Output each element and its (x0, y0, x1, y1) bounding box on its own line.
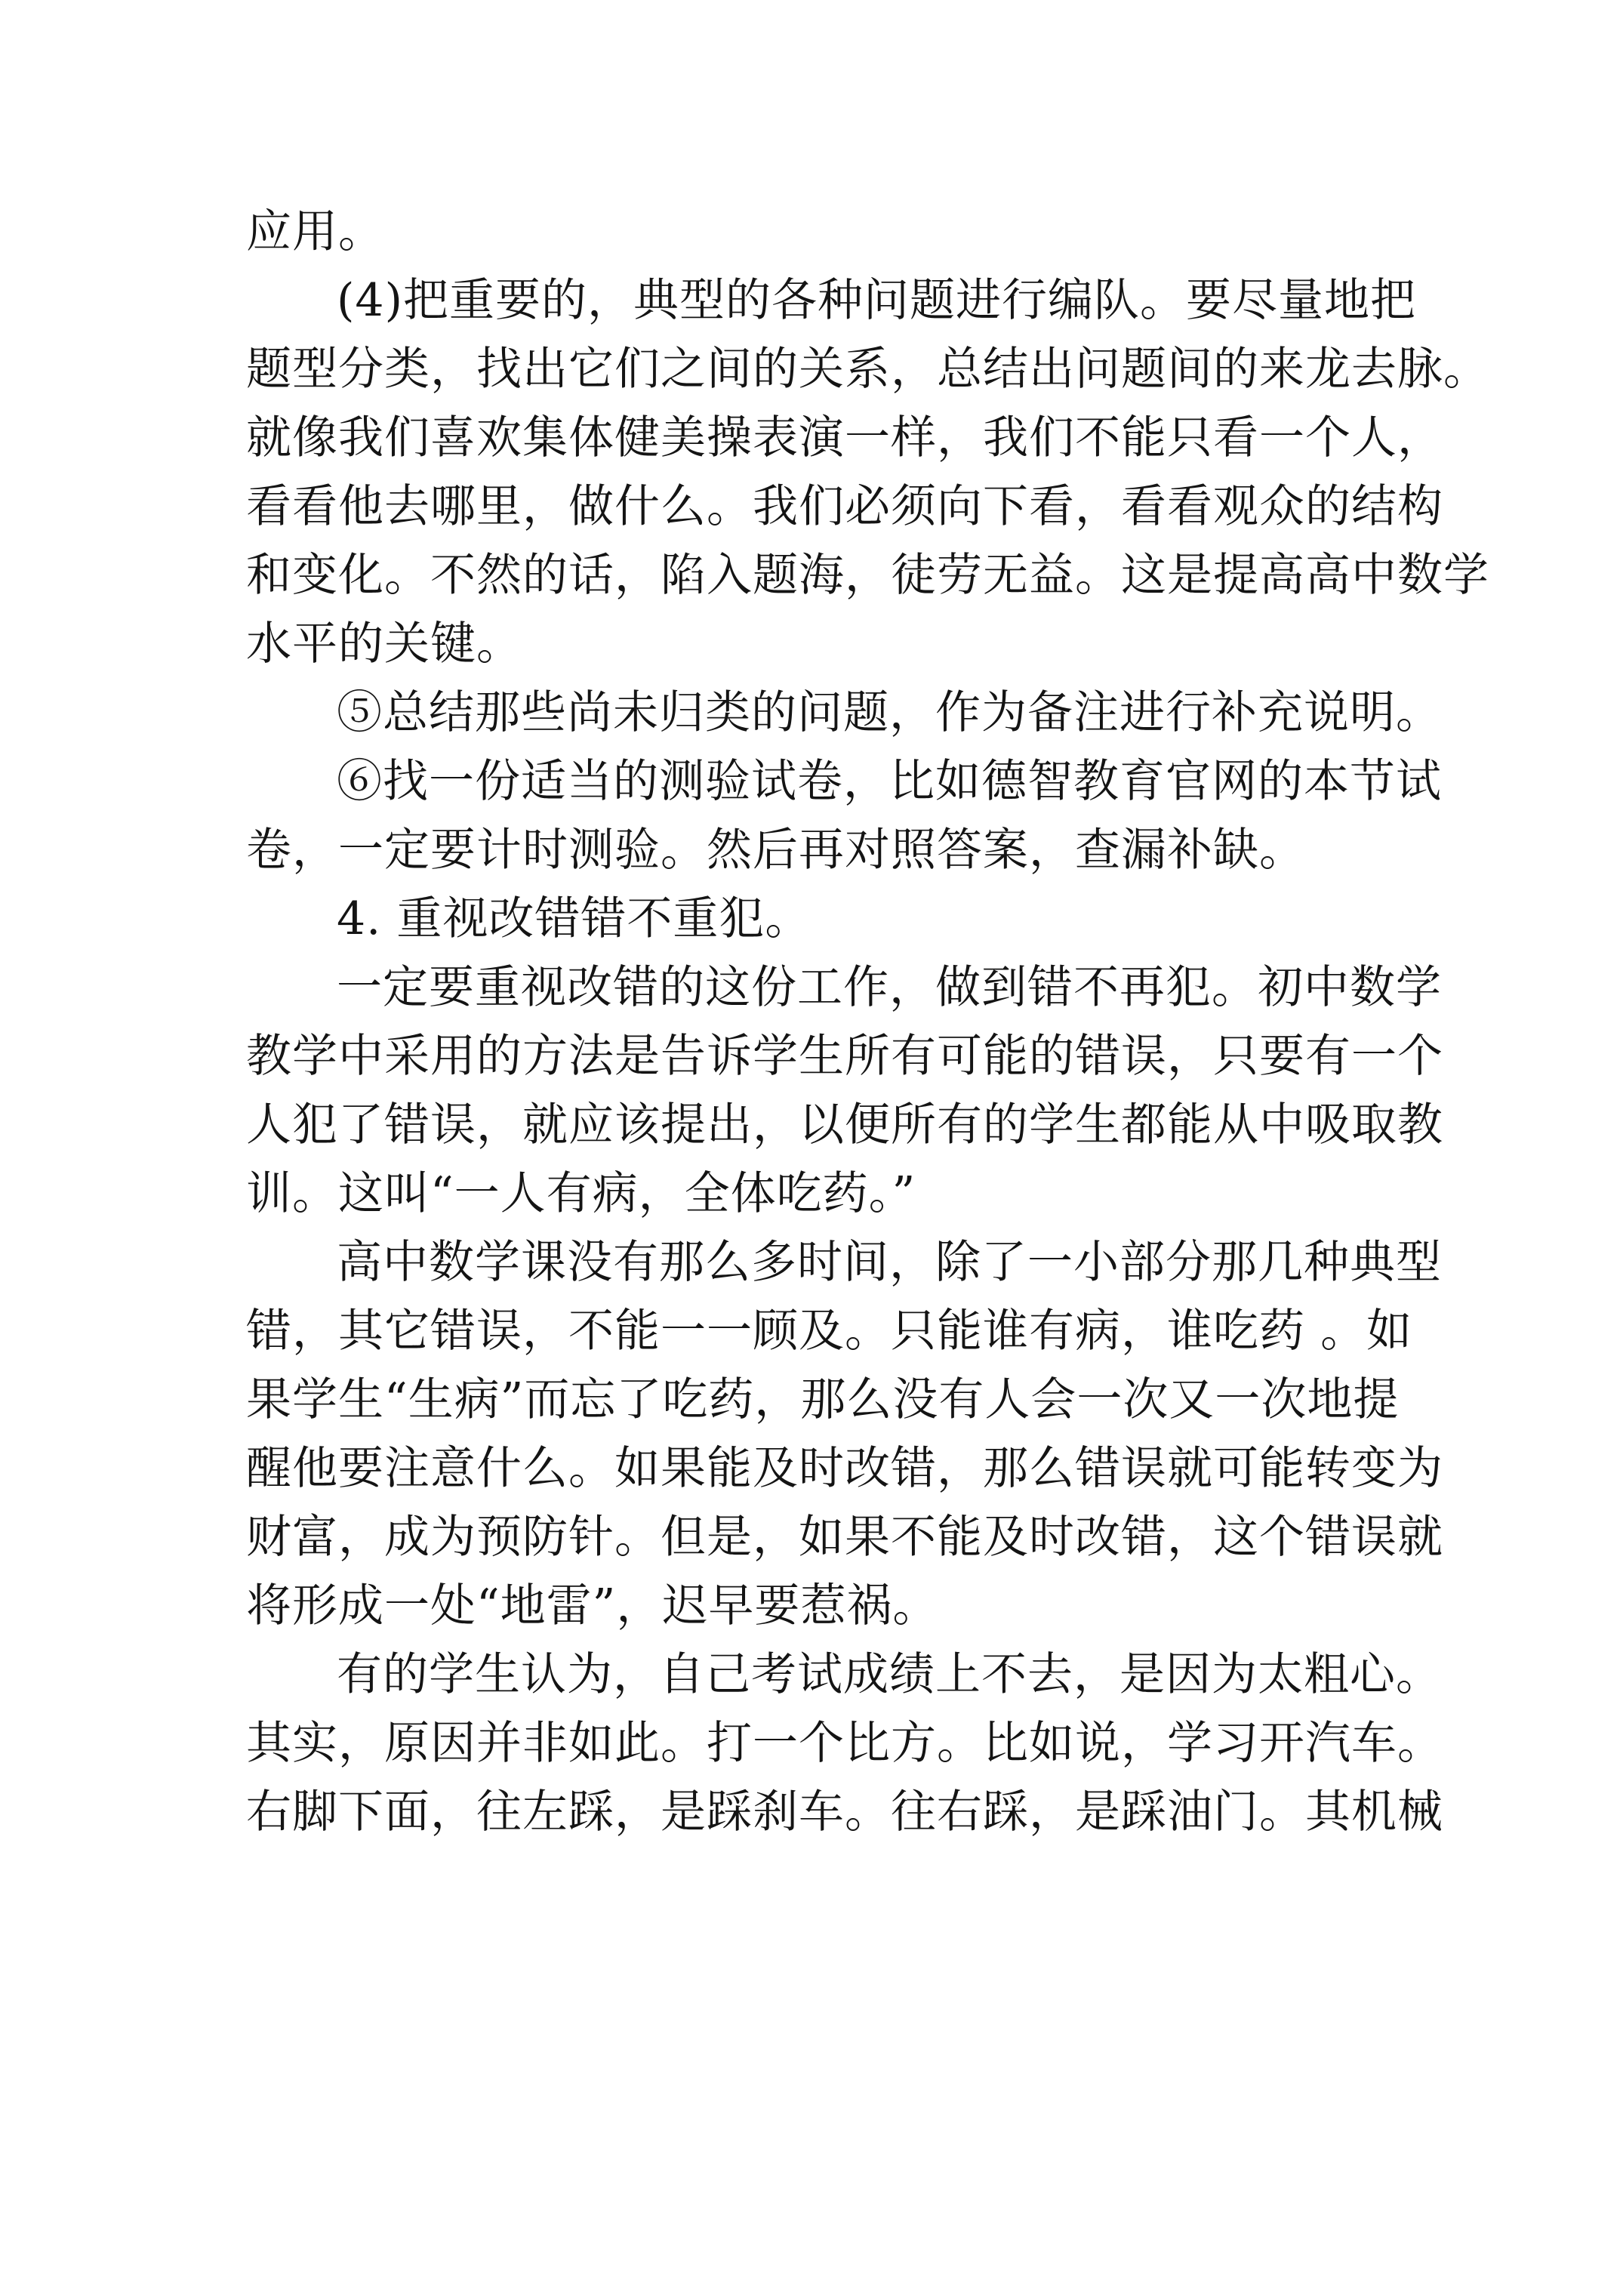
text-line: 有的学生认为，自己考试成绩上不去，是因为太粗心。 (337, 1648, 1442, 1701)
text-line: 高中数学课没有那么多时间，除了一小部分那几种典型 (337, 1236, 1442, 1289)
text-line: 错，其它错误，不能一一顾及。只能谁有病，谁吃药 。如 (246, 1305, 1413, 1358)
text-line: 其实，原因并非如此。打一个比方。比如说，学习开汽车。 (246, 1717, 1443, 1770)
text-line: ⑥找一份适当的测验试卷，比如德智教育官网的本节试 (337, 755, 1442, 808)
text-line: 财富，成为预防针。但是，如果不能及时改错，这个错误就 (246, 1511, 1443, 1564)
text-line: 4. 重视改错错不重犯。 (337, 892, 812, 945)
text-line: 教学中采用的方法是告诉学生所有可能的错误，只要有一个 (246, 1030, 1443, 1083)
text-line: 和变化。不然的话，陷入题海，徒劳无益。这是提高高中数学 (246, 549, 1489, 602)
text-line: (4)把重要的，典型的各种问题进行编队。要尽量地把 (337, 274, 1416, 327)
text-line: 题型分类，找出它们之间的关系，总结出问题间的来龙去脉。 (246, 343, 1489, 396)
text-line: 就像我们喜欢集体健美操表演一样，我们不能只看一个人， (246, 411, 1443, 464)
text-line: 一定要重视改错的这份工作，做到错不再犯。初中数学 (337, 961, 1442, 1014)
text-line: 果学生“生病”而忘了吃药，那么没有人会一次又一次地提 (246, 1373, 1400, 1426)
text-line: 水平的关键。 (246, 618, 522, 670)
text-line: 看看他去哪里，做什么。我们必须向下看，看看观众的结构 (246, 480, 1443, 533)
text-line: 训。这叫“一人有病，全体吃药。” (246, 1167, 916, 1220)
text-line: 卷，一定要计时测验。然后再对照答案，查漏补缺。 (246, 824, 1305, 877)
text-line: 应用。 (246, 205, 384, 258)
document-body (246, 198, 1489, 1847)
text-line: 右脚下面，往左踩，是踩刹车。往右踩，是踩油门。其机械 (246, 1786, 1443, 1838)
text-line: 人犯了错误，就应该提出，以便所有的学生都能从中吸取教 (246, 1099, 1443, 1151)
text-line: 醒他要注意什么。如果能及时改错，那么错误就可能转变为 (246, 1442, 1443, 1495)
text-line: 将形成一处“地雷”，迟早要惹祸。 (246, 1579, 939, 1632)
text-line: ⑤总结那些尚未归类的问题，作为备注进行补充说明。 (337, 686, 1442, 739)
